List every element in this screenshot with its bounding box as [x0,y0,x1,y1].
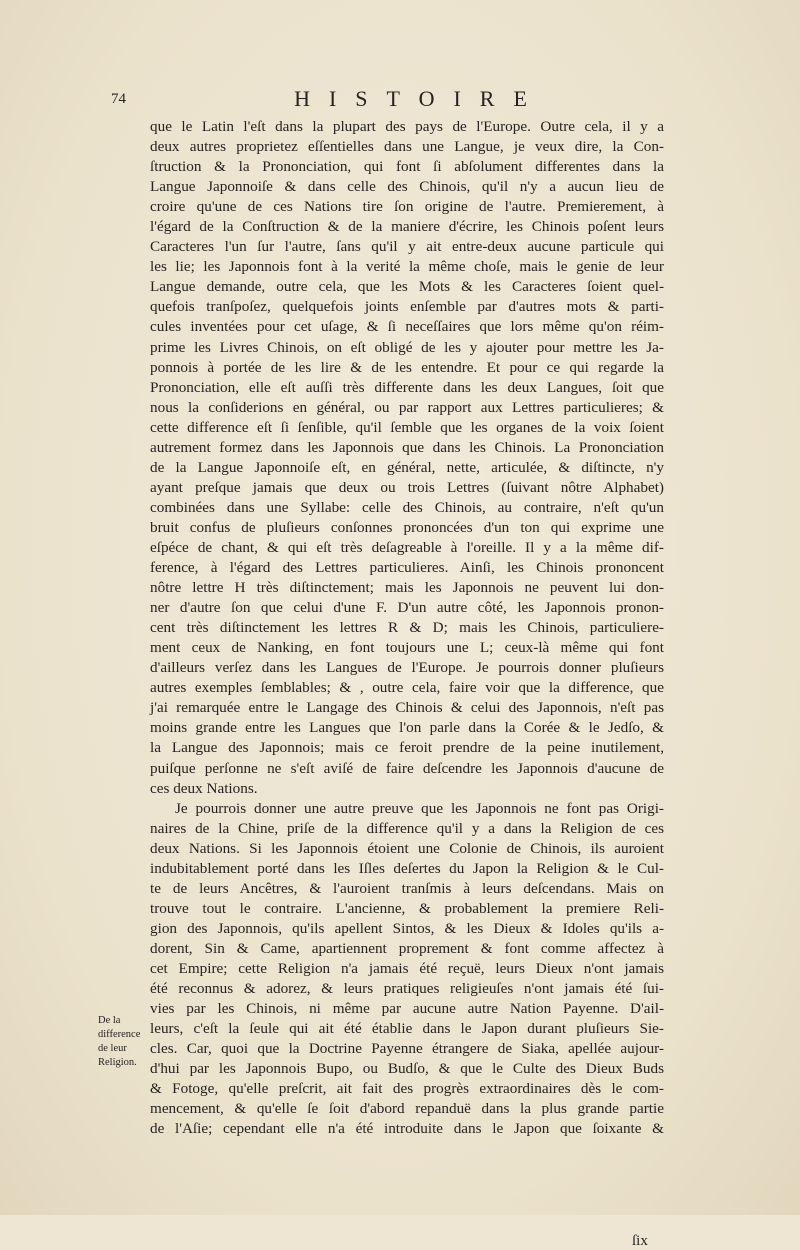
text-line: ment ceux de Nanking, en font toujours une L; ceux-là même qui font [150,639,664,657]
text-line: naires de la Chine, priſe de la difference qu'il y a dans la Religion de ces [150,819,664,837]
text-line: que le Latin l'eſt dans la plupart des pays de l'Europe. Outre cela, il y a [150,118,664,135]
text-line: indubitablement porté dans les Iſles deſertes du Japon la Religion & le Cul- [150,859,664,877]
text-line: cette difference eſt ſi ſenſible, qu'il ſemble que les organes de la voix ſoient [150,418,664,436]
text-line: ner d'autre ſon que celui d'une F. D'un autre côté, les Japonnois pronon- [150,599,664,617]
text-line: quefois tranſpoſez, quelquefois joints enſemble par d'autres mots & parti- [150,298,664,316]
text-line: Caracteres l'un ſur l'autre, ſans qu'il y ait entre-deux aucune particule qui [150,238,664,256]
text-line: trouve tout le contraire. L'ancienne, & probablement la premiere Reli- [150,899,664,917]
text-line: Langue Japonnoiſe & dans celle des Chinois, qu'il n'y a aucun lieu de [150,178,664,196]
text-line: croire qu'une de ces Nations tire ſon origine de l'autre. Premierement, à [150,198,664,216]
text-line: les lie; les Japonnois font à la verité la même choſe, mais le genie de leur [150,258,664,276]
text-line: mencement, & qu'elle ſe ſoit d'abord repanduë dans la plus grande partie [150,1100,664,1118]
text-line: autres exemples ſemblables; & , outre cela, faire voir que la difference, que [150,679,664,697]
text-line: puiſque perſonne ne s'eſt aviſé de faire deſcendre les Japonnois d'aucune de [150,759,664,777]
text-line: ference, à l'égard des Lettres particulieres. Ainſi, les Chinois prononcent [150,559,664,577]
catchword: ſix [632,1233,648,1249]
text-line: gion des Japonnois, qu'ils apellent Sintos, & les Dieux & Idoles qu'ils a- [150,919,664,937]
text-line: nôtre lettre H très diſtinctement; mais les Japonnois ne peuvent lui don- [150,579,664,597]
text-line: cet Empire; cette Religion n'a jamais été reçuë, leurs Dieux n'ont jamais [150,959,664,977]
running-title: HISTOIRE [294,86,546,111]
text-line: de l'Aſie; cependant elle n'a été introduite dans le Japon que ſoixante & [150,1120,664,1138]
text-line: te de leurs Ancêtres, & l'auroient tranſmis à leurs deſcendans. Mais on [150,879,664,897]
page-number: 74 [111,91,126,107]
text-line: bruit confus de pluſieurs conſonnes prononcées d'un ton qui exprime une [150,518,664,536]
text-line: combinées dans une Syllabe: celle des Chinois, au contraire, n'eſt qu'un [150,498,664,516]
text-line: ayant preſque jamais que deux ou trois Lettres (ſuivant nôtre Alphabet) [150,478,664,496]
paragraph-2 [150,799,664,1140]
text-line: deux Nations. Si les Japonnois étoient une Colonie de Chinois, ils auroient [150,839,664,857]
text-line: leurs, c'eſt la ſeule qui ait été établie dans le Japon durant pluſieurs Sie- [150,1020,664,1038]
margin-note: De la difference de leur Religion. [98,1015,141,1068]
text-line: la Langue des Japonnois; mais ce feroit prendre de la peine inutilement, [150,739,664,757]
text-line: vies par les Chinois, ni même par aucune autre Nation Payenne. D'ail- [150,1000,664,1018]
text-line: ces deux Nations. [150,779,258,797]
text-line: ponnois à portée de les lire & de les entendre. Et pour ce qui regarde la [150,358,664,376]
text-line: cent très diſtinctement les lettres R & D; mais les Chinois, particuliere- [150,619,664,637]
text-line: de la Langue Japonnoiſe eſt, en général, nette, articulée, & diſtincte, n'y [150,458,664,476]
text-line: prime les Livres Chinois, on eſt obligé de les y ajouter pour mettre les Ja- [150,338,664,356]
text-line: été reconnus & adorez, & leurs pratiques religieuſes n'ont jamais été ſui- [150,980,664,998]
text-line: l'égard de la Conſtruction & de la maniere d'écrire, les Chinois poſent leurs [150,218,664,236]
text-line: & Fotoge, qu'elle preſcrit, ait fait des progrès extraordinaires dès le com- [150,1080,664,1098]
text-line: cles. Car, quoi que la Doctrine Payenne étrangere de Siaka, apellée aujour- [150,1040,664,1058]
text-line: d'hui par les Japonnois Bupo, ou Budſo, & que le Culte des Dieux Buds [150,1060,664,1078]
text-line: cules inventées pour cet uſage, & ſi neceſſaires que lors même qu'on réim- [150,318,664,336]
text-line: j'ai remarquée entre le Langage des Chinois & celui des Japonnois, n'eſt pas [150,699,664,717]
text-line: autrement formez dans les Japonnois que dans les Chinois. La Prononciation [150,438,664,456]
text-line: eſpéce de chant, & qui eſt très deſagreable à l'oreille. Il y a la même dif- [150,538,664,556]
text-line: nous la conſiderions en général, ou par rapport aux Lettres particulieres; & [150,398,664,416]
text-line: Langue demande, outre cela, que les Mots & les Caracteres ſoient quel- [150,278,664,296]
text-line: Prononciation, elle eſt auſſi très differente dans les deux Langues, ſoit que [150,378,664,396]
text-line: dorent, Sin & Came, apartiennent proprement & font comme affectez à [150,939,664,957]
body-text [150,117,664,1139]
text-line: moins grande entre les Langues que l'on parle dans la Corée & le Jedſo, & [150,719,664,737]
paragraph-1 [150,117,664,799]
text-line: deux autres proprietez eſſentielles dans une Langue, je veux dire, la Con- [150,138,664,156]
text-line: Je pourrois donner une autre preuve que les Japonnois ne font pas Origi- [175,799,664,817]
text-line: ſtruction & la Prononciation, qui font ſi abſolument differentes dans la [150,158,664,176]
text-line: d'ailleurs verſez dans les Langues de l'Europe. Je pourrois donner pluſieurs [150,659,664,677]
